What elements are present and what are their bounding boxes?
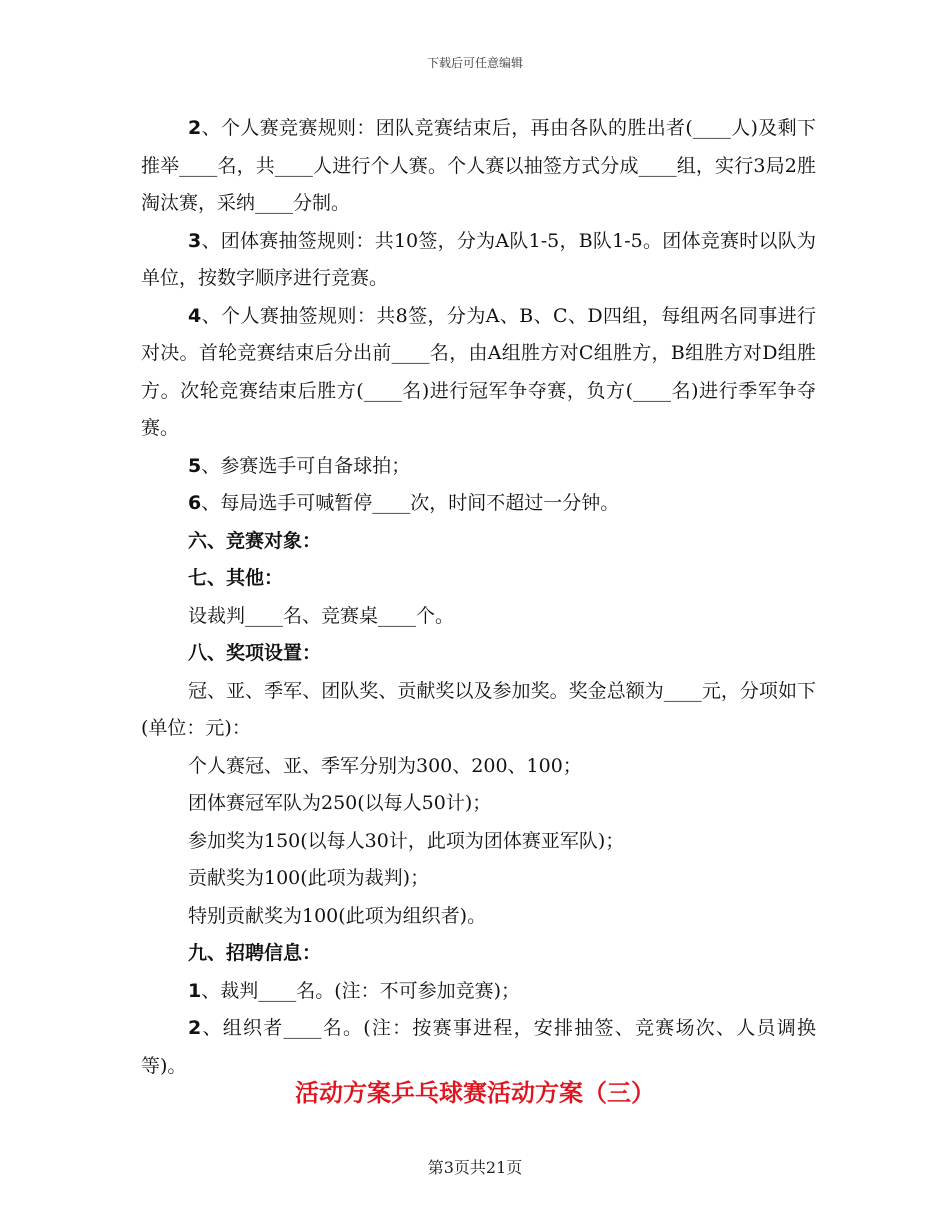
paragraph-rule-3 xyxy=(141,223,816,298)
item-number: 5 xyxy=(188,454,202,477)
item-number: 6 xyxy=(188,492,202,514)
paragraph-rule-4 xyxy=(141,298,816,448)
paragraph-recruit-referee xyxy=(141,973,816,1011)
paragraph-awards: 冠、亚、季军、团队奖、贡献奖以及参加奖。奖金总额为____元，分项如下(单位：元)： xyxy=(141,679,816,739)
item-number: 4 xyxy=(188,304,202,327)
item-number: 2 xyxy=(188,117,202,139)
paragraph-text: 、个人赛抽签规则：共8签，分为A、B、C、D四组，每组两名同事进行对决。首轮竞赛结束后分出前____名，由A组胜方对C组胜方，B组胜方对D组胜方。次轮竞赛结束后胜方(____名)进行冠军争夺赛，负方(____名)进行季军争夺赛。 xyxy=(141,304,816,439)
item-number: 3 xyxy=(188,229,202,252)
heading-section-8: 八、奖项设置： xyxy=(188,642,322,664)
paragraph-text: 、每局选手可喊暂停____次，时间不超过一分钟。 xyxy=(201,492,620,514)
heading-section-9: 九、招聘信息： xyxy=(188,942,322,964)
item-number: 2 xyxy=(188,1017,202,1039)
document-body xyxy=(141,110,816,1085)
paragraph-award-special: 特别贡献奖为100(此项为组织者)。 xyxy=(188,904,487,927)
paragraph-text: 、参赛选手可自备球拍； xyxy=(201,454,411,477)
paragraph-text: 、团体赛抽签规则：共10签，分为A队1-5，B队1-5。团体竞赛时以队为单位，按数字顺序进行竞赛。 xyxy=(141,229,816,289)
paragraph-award-participation: 参加奖为150(以每人30计，此项为团体赛亚军队)； xyxy=(188,829,625,852)
paragraph-award-team: 团体赛冠军队为250(以每人50计)； xyxy=(188,792,492,814)
heading-section-7: 七、其他： xyxy=(188,567,284,589)
paragraph-text: 、组织者____名。(注：按赛事进程，安排抽签、竞赛场次、人员调换等)。 xyxy=(141,1017,816,1077)
heading-section-6: 六、竞赛对象： xyxy=(188,529,322,552)
page-footer: 第3页共21页 xyxy=(427,1158,523,1177)
paragraph-award-individual: 个人赛冠、亚、季军分别为300、200、100； xyxy=(188,754,582,777)
section-title: 活动方案乒乓球赛活动方案（三） xyxy=(295,1079,655,1107)
paragraph-rule-2 xyxy=(141,110,816,223)
paragraph-text: 、裁判____名。(注：不可参加竞赛)； xyxy=(201,979,521,1002)
paragraph-rule-5 xyxy=(141,448,816,486)
paragraph-referees: 设裁判____名、竞赛桌____个。 xyxy=(188,604,455,627)
paragraph-rule-6 xyxy=(141,485,816,523)
page-header: 下载后可任意编辑 xyxy=(426,56,523,70)
paragraph-award-contribution: 贡献奖为100(此项为裁判)； xyxy=(188,867,430,889)
paragraph-text: 、个人赛竞赛规则：团队竞赛结束后，再由各队的胜出者(____人)及剩下推举____名，共____人进行个人赛。个人赛以抽签方式分成____组，实行3局2胜淘汰赛，采纳____分制。 xyxy=(141,117,816,214)
item-number: 1 xyxy=(188,979,202,1002)
